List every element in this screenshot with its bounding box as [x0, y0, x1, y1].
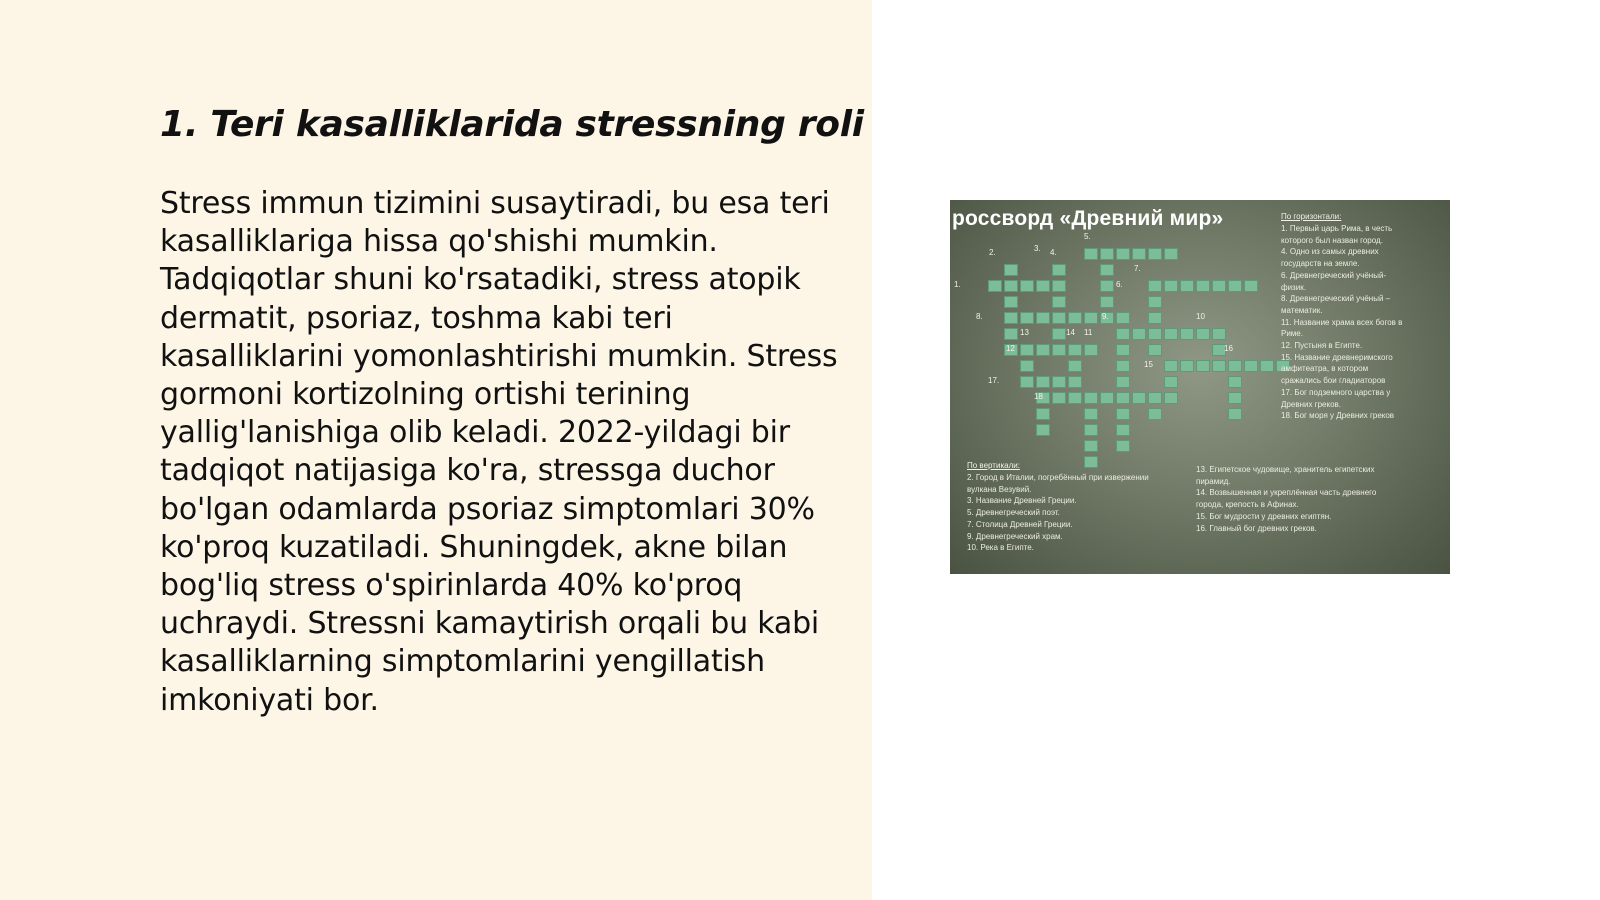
clue-line: Риме. [1281, 329, 1303, 339]
crossword-cell [1148, 392, 1162, 404]
crossword-cell [1068, 392, 1082, 404]
clue-line: 14. Возвышенная и укреплённая часть древнего [1196, 488, 1377, 498]
crossword-cell [1116, 392, 1130, 404]
crossword-cell [1036, 424, 1050, 436]
clue-line: 15. Бог мудрости у древних египтян. [1196, 511, 1332, 521]
crossword-number: 15 [1144, 360, 1153, 369]
crossword-cell [1148, 408, 1162, 420]
crossword-cell [1052, 312, 1066, 324]
crossword-cell [1116, 440, 1130, 452]
crossword-cell [1148, 248, 1162, 260]
crossword-cell [1196, 360, 1210, 372]
clue-line: 13. Египетское чудовище, хранитель египетских [1196, 465, 1375, 474]
crossword-cell [1052, 376, 1066, 388]
crossword-cell [1100, 264, 1114, 276]
crossword-cell [1084, 392, 1098, 404]
clue-line: математик. [1281, 305, 1323, 315]
crossword-cell [1100, 280, 1114, 292]
crossword-number: 1. [954, 280, 961, 289]
clue-line: 3. Название Древней Греции. [967, 496, 1077, 506]
crossword-cell [1228, 376, 1242, 388]
crossword-cell [1100, 248, 1114, 260]
clue-line: Древних греков. [1281, 399, 1342, 409]
crossword-cell [1116, 328, 1130, 340]
clue-line: 6. Древнегреческий учёный- [1281, 270, 1387, 280]
crossword-cell [1036, 344, 1050, 356]
crossword-cell [1036, 408, 1050, 420]
clue-line: 2. Город в Италии, погребённый при извержении [967, 473, 1149, 482]
down-header: По вертикали: [967, 461, 1020, 470]
crossword-cell [1084, 312, 1098, 324]
clue-line: пирамид. [1196, 476, 1231, 486]
crossword-cell [1196, 328, 1210, 340]
crossword-cell [1148, 296, 1162, 308]
slide-body: Stress immun tizimini susaytiradi, bu esa teri kasalliklariga hissa qo'shishi mumkin. Tadqiqotlar shuni ko'rsatadiki, stress atopik dermatit, psoriaz, toshma kabi teri kasalliklarini yomonlashtirishi mumkin. Stress gormoni kortizolning ortishi terining yallig'lanishiga olib keladi. 2022-yildagi bir tadqiqot natijasiga ko'ra, stressga duchor bo'lgan odamlarda psoriaz simptomlari 30% ko'proq kuzatiladi. Shuningdek, akne bilan bog'liq stress o'spirinlarda 40% ko'proq uchraydi. Stressni kamaytirish orqali bu kabi kasalliklarning simptomlarini yengillatish imkoniyati bor. [160, 186, 838, 718]
crossword-cell [1148, 328, 1162, 340]
crossword-cell [1228, 360, 1242, 372]
crossword-number: 14 [1066, 328, 1075, 337]
crossword-cell [1100, 296, 1114, 308]
crossword-cell [988, 280, 1002, 292]
crossword-cell [1036, 280, 1050, 292]
crossword-number: 11 [1084, 328, 1093, 337]
crossword-cell [1116, 424, 1130, 436]
clue-line: 10. Река в Египте. [967, 543, 1034, 553]
crossword-title: россворд «Древний мир» [952, 207, 1224, 230]
crossword-cell [1004, 264, 1018, 276]
clue-line: амфитеатра, в котором [1281, 364, 1369, 374]
crossword-cell [1260, 360, 1274, 372]
crossword-cell [1068, 312, 1082, 324]
crossword-cell [1068, 376, 1082, 388]
crossword-cell [1116, 376, 1130, 388]
crossword-cell [1052, 264, 1066, 276]
crossword-number: 4. [1050, 248, 1057, 257]
crossword-cell [1004, 296, 1018, 308]
clue-line: которого был назван город. [1281, 235, 1383, 245]
crossword-cell [1196, 280, 1210, 292]
crossword-cell [1180, 280, 1194, 292]
crossword-cell [1228, 408, 1242, 420]
crossword-cell [1116, 344, 1130, 356]
crossword-cell [1212, 360, 1226, 372]
crossword-cell [1116, 312, 1130, 324]
crossword-cell [1084, 408, 1098, 420]
crossword-cell [1212, 328, 1226, 340]
crossword-cell [1084, 456, 1098, 468]
crossword-cell [1068, 344, 1082, 356]
crossword-cell [1180, 360, 1194, 372]
crossword-cell [1148, 344, 1162, 356]
crossword-cell [1212, 280, 1226, 292]
crossword-cell [1036, 312, 1050, 324]
crossword-cell [1116, 408, 1130, 420]
crossword-number: 16 [1224, 344, 1233, 353]
crossword-cell [1020, 280, 1034, 292]
clue-line: 16. Главный бог древних греков. [1196, 523, 1317, 533]
clue-line: 4. Одно из самых древних [1281, 247, 1379, 257]
crossword-cell [1132, 248, 1146, 260]
crossword-number: 13 [1020, 328, 1029, 337]
clue-line: сражались бои гладиаторов [1281, 376, 1386, 386]
crossword-cell [1004, 328, 1018, 340]
crossword-cell [1068, 360, 1082, 372]
crossword-number: 5. [1084, 232, 1091, 241]
crossword-cell [1020, 360, 1034, 372]
clue-line: 1. Первый царь Рима, в честь [1281, 224, 1393, 233]
crossword-cell [1084, 248, 1098, 260]
clue-line: 17. Бог подземного царства у [1281, 387, 1391, 397]
crossword-cell [1036, 376, 1050, 388]
crossword-number: 8. [976, 312, 983, 321]
crossword-cell [1004, 312, 1018, 324]
clue-line: 15. Название древнеримского [1281, 352, 1393, 362]
crossword-cell [1164, 360, 1178, 372]
crossword-cell [1020, 344, 1034, 356]
crossword-number: 2. [989, 248, 996, 257]
across-header: По горизонтали: [1281, 212, 1342, 221]
crossword-cell [1052, 296, 1066, 308]
crossword-cell [1244, 280, 1258, 292]
crossword-cell [1020, 312, 1034, 324]
clue-line: физик. [1281, 282, 1306, 292]
crossword-cell [1100, 392, 1114, 404]
crossword-number: 18 [1034, 392, 1043, 401]
crossword-number: 9. [1102, 312, 1109, 321]
clue-line: государств на земле. [1281, 259, 1360, 269]
crossword-number: 3. [1034, 244, 1041, 253]
clue-line: 12. Пустыня в Египте. [1281, 341, 1363, 350]
slide-title: 1. Teri kasalliklarida stressning roli [160, 104, 864, 145]
clue-line: 8. Древнегреческий учёный – [1281, 294, 1391, 304]
crossword-number: 17. [988, 376, 1000, 385]
crossword-cell [1084, 344, 1098, 356]
crossword-cell [1164, 392, 1178, 404]
crossword-number: 10 [1196, 312, 1205, 321]
clue-line: 5. Древнегреческий поэт. [967, 508, 1060, 518]
crossword-cell [1228, 392, 1242, 404]
crossword-cell [1052, 328, 1066, 340]
crossword-number: 12 [1006, 344, 1015, 353]
crossword-cell [1228, 280, 1242, 292]
crossword-cell [1004, 280, 1018, 292]
clue-line: 9. Древнегреческий храм. [967, 531, 1063, 541]
crossword-cell [1180, 328, 1194, 340]
crossword-cell [1244, 360, 1258, 372]
crossword-cell [1132, 392, 1146, 404]
crossword-cell [1052, 392, 1066, 404]
crossword-image [950, 200, 1450, 574]
crossword-cell [1020, 376, 1034, 388]
clue-line: 7. Столица Древней Греции. [967, 519, 1073, 529]
clue-line: 18. Бог моря у Древних греков [1281, 411, 1395, 421]
crossword-cell [1164, 328, 1178, 340]
crossword-number: 7. [1134, 264, 1141, 273]
crossword-cell [1164, 376, 1178, 388]
crossword-cell [1132, 328, 1146, 340]
crossword-cell [1052, 344, 1066, 356]
crossword-cell [1148, 312, 1162, 324]
crossword-cell [1164, 280, 1178, 292]
clue-line: 11. Название храма всех богов в [1281, 317, 1403, 327]
crossword-cell [1084, 424, 1098, 436]
crossword-cell [1116, 248, 1130, 260]
crossword-cell [1116, 360, 1130, 372]
clue-line: города, крепость в Афинах. [1196, 500, 1299, 510]
crossword-cell [1052, 280, 1066, 292]
clue-line: вулкана Везувий. [967, 484, 1032, 494]
crossword-number: 6. [1116, 280, 1123, 289]
crossword-cell [1164, 248, 1178, 260]
crossword-cell [1084, 440, 1098, 452]
crossword-cell [1148, 280, 1162, 292]
